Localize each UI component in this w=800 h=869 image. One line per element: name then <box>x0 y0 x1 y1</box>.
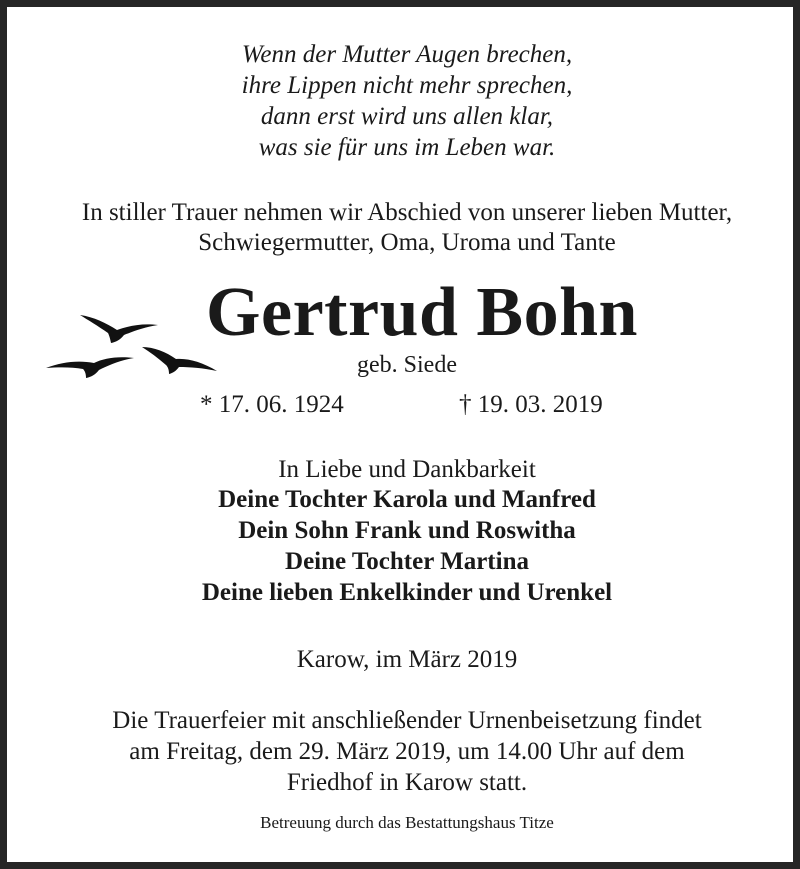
service-line-2: am Freitag, dem 29. März 2019, um 14.00 Uhr auf dem <box>129 738 685 765</box>
mourner-line-2: Dein Sohn Frank und Roswitha <box>238 517 576 544</box>
poem-line-2: ihre Lippen nicht mehr sprechen, <box>241 72 573 99</box>
maiden-name: geb. Siede <box>357 352 457 378</box>
poem-line-1: Wenn der Mutter Augen brechen, <box>241 41 573 68</box>
mourner-line-4: Deine lieben Enkelkinder und Urenkel <box>201 579 613 606</box>
undertaker-credit: Betreuung durch das Bestattungshaus Titze <box>260 813 554 832</box>
poem-line-3: dann erst wird uns allen klar, <box>260 103 554 130</box>
place-date: Karow, im März 2019 <box>296 646 518 673</box>
birth-date: * 17. 06. 1924 <box>200 391 344 418</box>
mourner-line-1: Deine Tochter Karola und Manfred <box>218 486 596 513</box>
intro-line-1: In stiller Trauer nehmen wir Abschied von unserer lieben Mutter, <box>81 199 733 226</box>
deceased-name: Gertrud Bohn <box>206 274 638 351</box>
mourner-line-3: Deine Tochter Martina <box>285 548 529 575</box>
poem-line-4: was sie für uns im Leben war. <box>258 134 556 161</box>
service-line-1: Die Trauerfeier mit anschließender Urnenbeisetzung findet <box>112 707 702 734</box>
intro-line-2: Schwiegermutter, Oma, Uroma und Tante <box>198 229 616 256</box>
closing-phrase: In Liebe und Dankbarkeit <box>278 456 536 483</box>
death-date: † 19. 03. 2019 <box>459 391 603 418</box>
service-line-3: Friedhof in Karow statt. <box>286 769 528 796</box>
